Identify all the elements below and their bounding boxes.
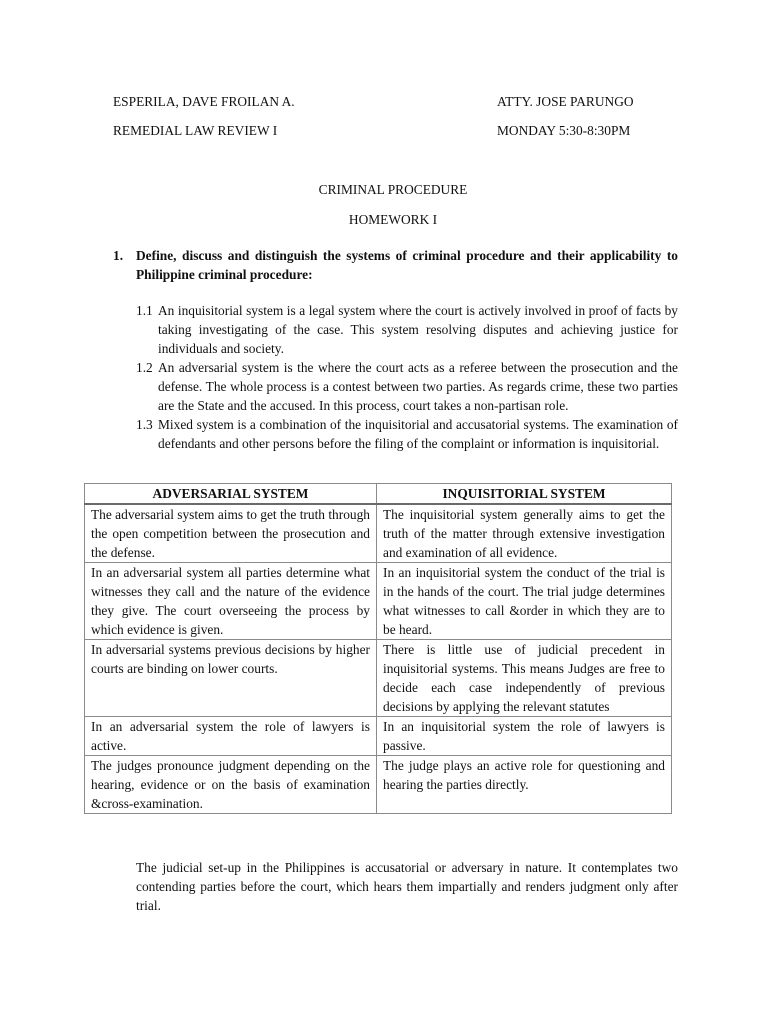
student-name: ESPERILA, DAVE FROILAN A. <box>113 94 295 109</box>
table-cell-adversarial: The adversarial system aims to get the truth through the open competition between the prosecution and the defense. <box>85 504 377 563</box>
column-header-adversarial: ADVERSARIAL SYSTEM <box>85 484 377 505</box>
answer-item <box>136 301 678 358</box>
table-row <box>85 717 672 756</box>
answer-number: 1.1 <box>136 303 153 318</box>
table-cell-inquisitorial: The judge plays an active role for questioning and hearing the parties directly. <box>377 756 672 814</box>
table-cell-inquisitorial: There is little use of judicial precedent in inquisitorial systems. This means Judges are free to decide each case independently of previous decisions by applying the relevant statutes <box>377 640 672 717</box>
table-cell-adversarial: In adversarial systems previous decisions by higher courts are binding on lower courts. <box>85 640 377 717</box>
table-cell-inquisitorial: In an inquisitorial system the conduct of the trial is in the hands of the court. The trial judge determines what witnesses to call &order in which they are to be heard. <box>377 563 672 640</box>
professor-name: ATTY. JOSE PARUNGO <box>497 94 634 109</box>
table-cell-adversarial: In an adversarial system the role of lawyers is active. <box>85 717 377 756</box>
table-row <box>85 756 672 814</box>
class-schedule: MONDAY 5:30-8:30PM <box>497 123 631 138</box>
course-name: REMEDIAL LAW REVIEW I <box>113 123 278 138</box>
answer-number: 1.3 <box>136 417 153 432</box>
table-cell-adversarial: In an adversarial system all parties determine what witnesses they call and the nature of the evidence they give. The court overseeing the process by which evidence is given. <box>85 563 377 640</box>
table-cell-adversarial: The judges pronounce judgment depending on the hearing, evidence or on the basis of examination &cross-examination. <box>85 756 377 814</box>
question-text: Define, discuss and distinguish the systems of criminal procedure and their applicability to Philippine criminal procedure: <box>136 248 678 282</box>
answer-number: 1.2 <box>136 360 153 375</box>
table-row <box>85 563 672 640</box>
table-row <box>85 640 672 717</box>
document-subject-title: CRIMINAL PROCEDURE <box>318 182 468 197</box>
column-header-inquisitorial: INQUISITORIAL SYSTEM <box>377 484 672 505</box>
answer-text: An adversarial system is the where the court acts as a referee between the prosecution and the defense. The whole process is a contest between two parties. As regards crime, these two parties are the State and the accused. In this process, court takes a non-partisan role. <box>158 360 678 413</box>
table-row <box>85 504 672 563</box>
table-cell-inquisitorial: The inquisitorial system generally aims to get the truth of the matter through extensive investigation and examination of all evidence. <box>377 504 672 563</box>
answer-item <box>136 358 678 415</box>
table-cell-inquisitorial: In an inquisitorial system the role of lawyers is passive. <box>377 717 672 756</box>
answer-item <box>136 415 678 453</box>
document-assignment-title: HOMEWORK I <box>348 212 438 227</box>
table-header-row <box>85 484 672 505</box>
answer-text: Mixed system is a combination of the inquisitorial and accusatorial systems. The examination of defendants and other persons before the filing of the complaint or information is inquisitorial. <box>158 417 678 451</box>
question-item <box>113 246 678 284</box>
comparison-table <box>84 483 672 814</box>
answer-text: An inquisitorial system is a legal system where the court is actively involved in proof of facts by taking investigating of the case. This system resolving disputes and achieving justice for individuals and society. <box>158 303 678 356</box>
closing-paragraph: The judicial set-up in the Philippines is accusatorial or adversary in nature. It contemplates two contending parties before the court, which hears them impartially and renders judgment only after trial. <box>136 860 678 913</box>
question-number: 1. <box>113 248 124 263</box>
